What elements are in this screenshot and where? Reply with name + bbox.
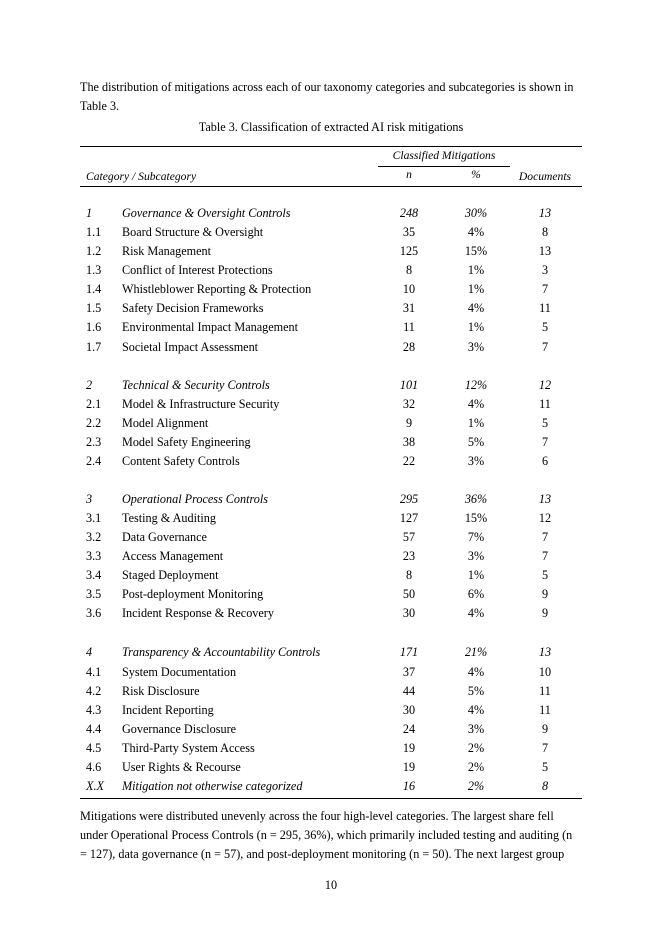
subcategory-row — [80, 547, 582, 566]
subcategory-row — [80, 395, 582, 414]
page-number: 10 — [324, 878, 338, 892]
row-documents: 5 — [541, 320, 549, 334]
row-documents: 11 — [539, 301, 551, 315]
row-documents: 6 — [541, 454, 549, 468]
row-percent: 4% — [467, 301, 485, 315]
row-count: 248 — [399, 206, 419, 220]
header-percent: % — [471, 168, 481, 181]
row-percent: 3% — [467, 454, 485, 468]
row-number: 1.7 — [86, 340, 102, 354]
row-documents: 8 — [541, 779, 549, 793]
subcategory-row — [80, 338, 582, 357]
row-count: 57 — [402, 530, 416, 544]
row-label: Testing & Auditing — [122, 511, 216, 525]
row-number: 4.5 — [86, 741, 102, 755]
row-number: 3.6 — [86, 606, 102, 620]
row-label: Incident Response & Recovery — [122, 606, 274, 620]
row-label: Post-deployment Monitoring — [122, 587, 264, 601]
subcategory-row — [80, 663, 582, 682]
group-header-rule — [378, 166, 510, 167]
row-count: 295 — [399, 492, 419, 506]
row-percent: 3% — [467, 722, 485, 736]
category-row — [80, 204, 582, 223]
row-documents: 11 — [539, 703, 551, 717]
row-count: 44 — [402, 684, 416, 698]
row-number: 4.1 — [86, 665, 102, 679]
row-number: 4.3 — [86, 703, 102, 717]
row-count: 30 — [402, 606, 416, 620]
row-percent: 2% — [467, 741, 485, 755]
row-count: 35 — [402, 225, 416, 239]
row-label: Staged Deployment — [122, 568, 219, 582]
intro-paragraph: The distribution of mitigations across each of our taxonomy categories and subcategories is shown in Table 3. — [80, 80, 574, 113]
row-count: 30 — [402, 703, 416, 717]
subcategory-row — [80, 720, 582, 739]
row-count: 50 — [402, 587, 416, 601]
subcategory-row — [80, 509, 582, 528]
row-documents: 7 — [541, 435, 549, 449]
row-percent: 15% — [464, 244, 488, 258]
row-count: 28 — [402, 340, 416, 354]
row-label: Risk Management — [122, 244, 212, 258]
row-number: 2.2 — [86, 416, 102, 430]
row-number: 2.3 — [86, 435, 102, 449]
row-number: 3.2 — [86, 530, 102, 544]
row-label: System Documentation — [122, 665, 237, 679]
row-documents: 7 — [541, 530, 549, 544]
row-number: 1.3 — [86, 263, 102, 277]
row-number: X.X — [86, 779, 104, 793]
row-documents: 5 — [541, 760, 549, 774]
row-documents: 9 — [541, 722, 549, 736]
row-number: 4.6 — [86, 760, 102, 774]
row-count: 19 — [402, 741, 416, 755]
row-label: Third-Party System Access — [122, 741, 255, 755]
row-documents: 7 — [541, 282, 549, 296]
outro-paragraph: Mitigations were distributed unevenly across the four high-level categories. The largest share fell under Operational Process Controls (n = 295, 36%), which primarily included testing and auditing (n = 127), data governance (n = 57), and post-deployment monitoring (n = 50). The next largest group — [80, 809, 573, 861]
row-label: Environmental Impact Management — [122, 320, 298, 334]
row-percent: 1% — [467, 568, 485, 582]
row-percent: 3% — [467, 340, 485, 354]
row-documents: 7 — [541, 549, 549, 563]
subcategory-row — [80, 299, 582, 318]
row-documents: 9 — [541, 587, 549, 601]
row-percent: 1% — [467, 282, 485, 296]
row-documents: 13 — [538, 492, 552, 506]
row-percent: 15% — [464, 511, 488, 525]
row-percent: 4% — [467, 397, 485, 411]
row-documents: 7 — [541, 340, 549, 354]
row-percent: 1% — [467, 320, 485, 334]
row-number: 2.4 — [86, 454, 102, 468]
row-label: Transparency & Accountability Controls — [122, 645, 321, 659]
row-number: 1.4 — [86, 282, 102, 296]
row-count: 9 — [405, 416, 413, 430]
header-category: Category / Subcategory — [86, 170, 197, 183]
row-documents: 10 — [538, 665, 552, 679]
table-top-rule — [80, 146, 582, 147]
row-count: 125 — [399, 244, 419, 258]
row-percent: 4% — [467, 665, 485, 679]
row-documents: 9 — [541, 606, 549, 620]
row-label: Whistleblower Reporting & Protection — [122, 282, 312, 296]
subcategory-row — [80, 682, 582, 701]
row-label: Model Alignment — [122, 416, 209, 430]
row-number: 1.1 — [86, 225, 102, 239]
row-label: Model Safety Engineering — [122, 435, 251, 449]
subcategory-row — [80, 604, 582, 623]
row-count: 37 — [402, 665, 416, 679]
category-row — [80, 643, 582, 662]
category-row — [80, 490, 582, 509]
subcategory-row — [80, 280, 582, 299]
header-n: n — [406, 168, 412, 181]
row-number: 1.6 — [86, 320, 102, 334]
row-documents: 8 — [541, 225, 549, 239]
row-label: Access Management — [122, 549, 224, 563]
row-number: 4 — [86, 645, 93, 659]
row-percent: 4% — [467, 606, 485, 620]
row-label: Conflict of Interest Protections — [122, 263, 273, 277]
row-documents: 13 — [538, 244, 552, 258]
row-percent: 3% — [467, 549, 485, 563]
subcategory-row — [80, 452, 582, 471]
row-documents: 7 — [541, 741, 549, 755]
row-count: 8 — [405, 263, 413, 277]
row-percent: 30% — [464, 206, 488, 220]
row-count: 22 — [402, 454, 416, 468]
row-count: 23 — [402, 549, 416, 563]
subcategory-row — [80, 701, 582, 720]
subcategory-row — [80, 318, 582, 337]
row-count: 101 — [399, 378, 419, 392]
row-count: 24 — [402, 722, 416, 736]
row-documents: 11 — [539, 684, 551, 698]
row-label: Content Safety Controls — [122, 454, 240, 468]
header-documents: Documents — [518, 170, 572, 183]
row-documents: 13 — [538, 206, 552, 220]
row-percent: 1% — [467, 263, 485, 277]
row-label: Safety Decision Frameworks — [122, 301, 264, 315]
row-label: Data Governance — [122, 530, 207, 544]
row-percent: 7% — [467, 530, 485, 544]
row-number: 4.2 — [86, 684, 102, 698]
row-count: 38 — [402, 435, 416, 449]
subcategory-row — [80, 758, 582, 777]
subcategory-row — [80, 414, 582, 433]
row-documents: 3 — [541, 263, 549, 277]
row-number: 4.4 — [86, 722, 102, 736]
row-number: 3.4 — [86, 568, 102, 582]
category-row — [80, 376, 582, 395]
row-count: 11 — [403, 320, 415, 334]
row-label: Mitigation not otherwise categorized — [122, 779, 303, 793]
row-percent: 2% — [467, 760, 485, 774]
row-count: 19 — [402, 760, 416, 774]
row-percent: 2% — [467, 779, 485, 793]
subcategory-row — [80, 528, 582, 547]
row-documents: 5 — [541, 568, 549, 582]
row-percent: 21% — [464, 645, 488, 659]
row-count: 32 — [402, 397, 416, 411]
row-count: 127 — [399, 511, 419, 525]
row-documents: 5 — [541, 416, 549, 430]
row-number: 2.1 — [86, 397, 102, 411]
row-label: Operational Process Controls — [122, 492, 269, 506]
row-label: Societal Impact Assessment — [122, 340, 259, 354]
subcategory-row — [80, 223, 582, 242]
table-caption: Table 3. Classification of extracted AI risk mitigations — [198, 120, 464, 134]
row-percent: 5% — [467, 684, 485, 698]
row-number: 1.2 — [86, 244, 102, 258]
row-number: 1 — [86, 206, 93, 220]
row-count: 171 — [399, 645, 419, 659]
row-number: 3.3 — [86, 549, 102, 563]
row-label: Incident Reporting — [122, 703, 214, 717]
row-number: 3.5 — [86, 587, 102, 601]
row-number: 2 — [86, 378, 93, 392]
subcategory-row — [80, 261, 582, 280]
row-number: 3 — [86, 492, 93, 506]
header-bottom-rule — [80, 186, 582, 187]
header-group-classified-mitigations: Classified Mitigations — [392, 149, 496, 162]
row-label: Board Structure & Oversight — [122, 225, 264, 239]
row-number: 3.1 — [86, 511, 102, 525]
row-label: Risk Disclosure — [122, 684, 200, 698]
row-label: User Rights & Recourse — [122, 760, 241, 774]
subcategory-row — [80, 242, 582, 261]
row-percent: 4% — [467, 225, 485, 239]
row-percent: 4% — [467, 703, 485, 717]
row-documents: 12 — [538, 511, 552, 525]
subcategory-row — [80, 585, 582, 604]
row-percent: 1% — [467, 416, 485, 430]
row-label: Governance & Oversight Controls — [122, 206, 291, 220]
table-bottom-rule — [80, 798, 582, 799]
row-count: 31 — [402, 301, 416, 315]
row-label: Governance Disclosure — [122, 722, 237, 736]
row-percent: 5% — [467, 435, 485, 449]
subcategory-row — [80, 433, 582, 452]
row-count: 8 — [405, 568, 413, 582]
row-count: 16 — [402, 779, 416, 793]
subcategory-row — [80, 566, 582, 585]
row-count: 10 — [402, 282, 416, 296]
row-percent: 36% — [464, 492, 488, 506]
row-label: Model & Infrastructure Security — [122, 397, 280, 411]
row-documents: 12 — [538, 378, 552, 392]
uncategorized-row — [80, 777, 582, 796]
row-percent: 6% — [467, 587, 485, 601]
subcategory-row — [80, 739, 582, 758]
row-label: Technical & Security Controls — [122, 378, 270, 392]
row-documents: 11 — [539, 397, 551, 411]
row-documents: 13 — [538, 645, 552, 659]
row-number: 1.5 — [86, 301, 102, 315]
row-percent: 12% — [464, 378, 488, 392]
